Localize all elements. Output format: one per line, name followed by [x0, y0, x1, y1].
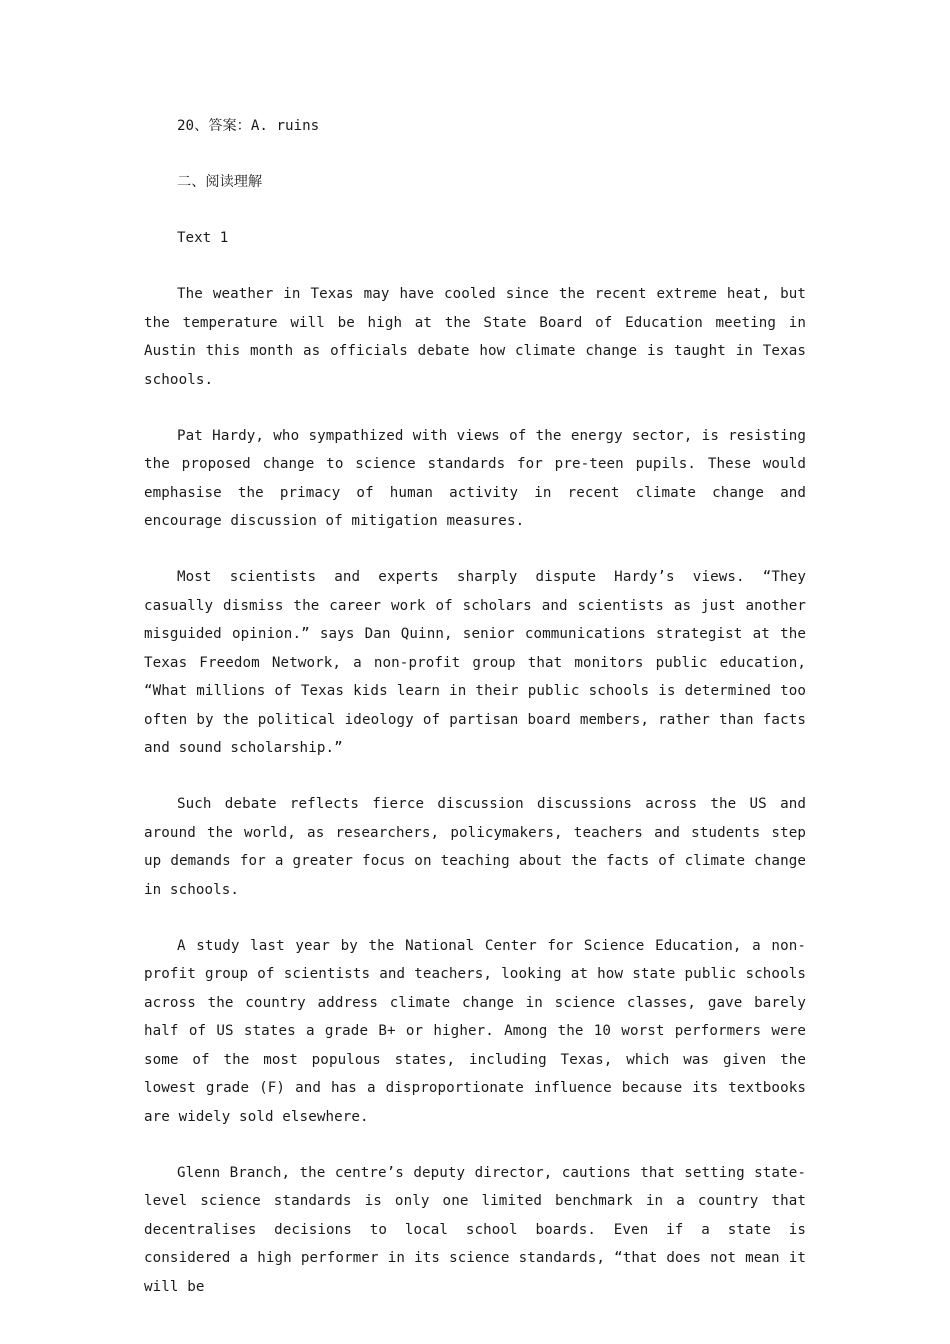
paragraph: Most scientists and experts sharply dispute Hardy’s views. “They casually dismiss the career work of scholars and scientists as just another misguided opinion.” says Dan Quinn, senior communications strategist at the Texas Freedom Network, a non-profit group that monitors public education, “What millions of Texas kids learn in their public schools is determined too often by the political ideology of partisan board members, rather than facts and sound scholarship.” — [144, 569, 806, 756]
text-label: Text 1 — [177, 230, 229, 246]
paragraph: The weather in Texas may have cooled since the recent extreme heat, but the temperature will be high at the State Board of Education meeting in Austin this month as officials debate how climate change is taught in Texas schools. — [144, 286, 806, 388]
section-heading: 二、阅读理解 — [177, 174, 263, 190]
document-page — [144, 112, 806, 1301]
paragraph: A study last year by the National Center for Science Education, a non-profit group of scientists and teachers, looking at how state public schools across the country address climate change in science classes, gave barely half of US states a grade B+ or higher. Among the 10 worst performers were some of the most populous states, including Texas, which was given the lowest grade (F) and has a disproportionate influence because its textbooks are widely sold elsewhere. — [144, 937, 806, 1125]
paragraph: Such debate reflects fierce discussion discussions across the US and around the world, as researchers, policymakers, teachers and students step up demands for a greater focus on teaching about the facts of climate change in schools. — [144, 796, 806, 898]
paragraph: Pat Hardy, who sympathized with views of the energy sector, is resisting the proposed change to science standards for pre-teen pupils. These would emphasise the primacy of human activity in recent climate change and encourage discussion of mitigation measures. — [144, 427, 806, 529]
paragraph: Glenn Branch, the centre’s deputy director, cautions that setting state-level science standards is only one limited benchmark in a country that decentralises decisions to local school boards. Even if a state is considered a high performer in its science standards, “that does not mean it will be — [144, 1164, 806, 1295]
answer-line: 20、答案：A. ruins — [177, 118, 320, 134]
